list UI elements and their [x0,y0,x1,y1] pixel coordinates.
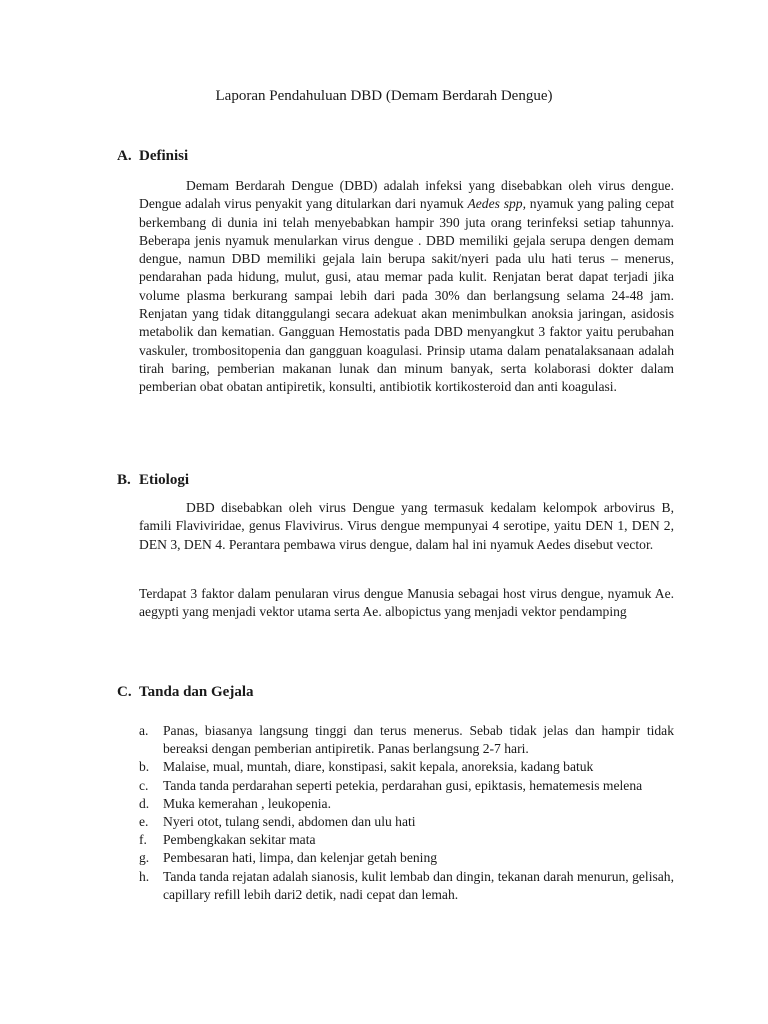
list-item-text: Pembesaran hati, limpa, dan kelenjar getah bening [163,850,438,866]
document-title: Laporan Pendahuluan DBD (Demam Berdarah Dengue) [215,88,553,104]
etiologi-paragraph-1: DBD disebabkan oleh virus Dengue yang termasuk kedalam kelompok arbovirus B, famili Flaviviridae, genus Flavivirus. Virus dengue mempunyai 4 serotipe, yaitu DEN 1, DEN 2, DEN 3, DEN 4. Perantara pembawa virus dengue, dalam hal ini nyamuk Aedes disebut vector. [139,500,674,552]
list-marker: f. [139,832,147,848]
list-item-text: Muka kemerahan , leukopenia. [163,795,331,811]
list-marker: c. [139,777,149,793]
list-marker: g. [139,850,150,866]
list-item [139,758,674,776]
list-item-text: Pembengkakan sekitar mata [163,832,316,848]
list-item [139,813,674,831]
definisi-text-1: Demam Berdarah Dengue (DBD) adalah infeksi yang disebabkan oleh virus dengue. Dengue adalah virus penyakit yang ditularkan dari nyamuk [139,178,674,212]
list-item-text: Tanda tanda rejatan adalah sianosis, kulit lembab dan dingin, tekanan darah menurun, gelisah, capillary refill lebih dari2 detik, nadi cepat dan lemah. [163,868,674,902]
list-marker: b. [139,759,150,775]
section-heading-definisi [117,148,188,165]
list-item [139,868,674,904]
definisi-paragraph [139,177,674,397]
symptom-list [139,722,674,904]
section-title: Definisi [139,148,189,164]
list-item [139,777,674,795]
list-marker: h. [139,868,150,884]
etiologi-paragraph-2: Terdapat 3 faktor dalam penularan virus dengue Manusia sebagai host virus dengue, nyamuk Ae. aegypti yang menjadi vektor utama serta Ae. albopictus yang menjadi vektor pendamping [139,586,674,620]
list-item-text: Nyeri otot, tulang sendi, abdomen dan ulu hati [163,814,416,830]
list-marker: e. [139,814,149,830]
list-item [139,849,674,867]
section-number: B. [117,472,131,488]
list-item-text: Malaise, mual, muntah, diare, konstipasi, sakit kepala, anoreksia, kadang batuk [163,759,594,775]
list-item [139,722,674,758]
list-item [139,795,674,813]
section-heading-tanda-gejala [117,684,254,701]
list-item-text: Tanda tanda perdarahan seperti petekia, perdarahan gusi, epiktasis, hematemesis melena [163,777,643,793]
definisi-species-italic: Aedes spp, [467,196,526,212]
section-heading-etiologi [117,472,189,489]
section-title: Tanda dan Gejala [139,684,254,700]
section-title: Etiologi [139,472,190,488]
list-marker: d. [139,795,150,811]
list-item-text: Panas, biasanya langsung tinggi dan terus menerus. Sebab tidak jelas dan hampir tidak bereaksi dengan pemberian antipiretik. Panas berlangsung 2-7 hari. [163,723,674,757]
definisi-text-2: nyamuk yang paling cepat berkembang di dunia ini telah menyebabkan hampir 390 juta orang terinfeksi setiap tahunnya. Beberapa jenis nyamuk menularkan virus dengue . DBD memiliki gejala serupa dengen demam dengue, namun DBD memiliki gejala lain berupa sakit/nyeri pada ulu hati terus – menerus, pendarahan pada hidung, mulut, gusi, atau memar pada kulit. Renjatan berat dapat terjadi jika volume plasma berkurang sampai lebih dari pada 30% dan berlangsung selama 24-48 jam. Renjatan yang tidak ditanggulangi secara adekuat akan menimbulkan anoksia jaringan, asidosis metabolik dan kematian. Gangguan Hemostatis pada DBD menyangkut 3 faktor yaitu perubahan vaskuler, trombositopenia dan gangguan koagulasi. Prinsip utama dalam penatalaksanaan adalah tirah baring, pemberian makanan lunak dan minum banyak, serta kolaborasi dokter dalam pemberian obat obatan antipiretik, konsulti, antibiotik kortikosteroid dan anti koagulasi. [139,196,674,395]
section-number: C. [117,684,132,700]
section-number: A. [117,148,132,164]
list-item [139,831,674,849]
list-marker: a. [139,723,149,738]
